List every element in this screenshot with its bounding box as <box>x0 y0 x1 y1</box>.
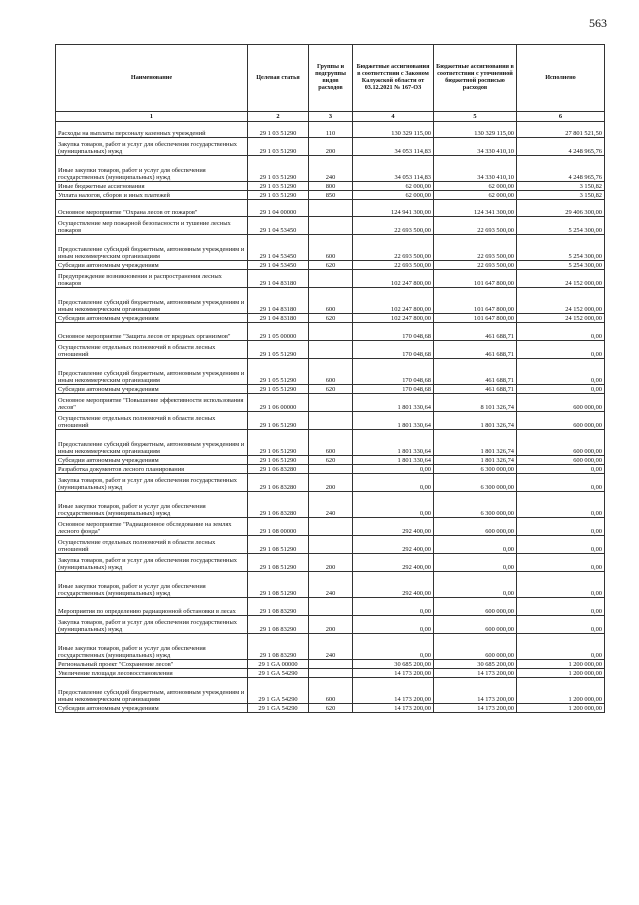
table-cell-budget-revised: 14 173 200,00 <box>434 678 517 704</box>
table-cell-budget-revised: 101 647 800,00 <box>434 314 517 323</box>
table-row <box>56 122 605 138</box>
table-cell-expense-group <box>309 598 353 616</box>
table-cell-budget-law: 22 693 500,00 <box>353 261 434 270</box>
table-cell-name: Предоставление субсидий бюджетным, автономным учреждениям и иным некоммерческим организациям <box>56 288 248 314</box>
table-cell-name: Субсидии автономным учреждениям <box>56 704 248 713</box>
table-row <box>56 474 605 492</box>
table-cell-target-article: 29 1 04 53450 <box>248 217 309 235</box>
table-row <box>56 669 605 678</box>
table-cell-budget-law: 0,00 <box>353 598 434 616</box>
table-cell-name: Иные закупки товаров, работ и услуг для обеспечения государственных (муниципальных) нужд <box>56 492 248 518</box>
table-cell-target-article: 29 1 06 51290 <box>248 456 309 465</box>
table-cell-name: Закупка товаров, работ и услуг для обеспечения государственных (муниципальных) нужд <box>56 474 248 492</box>
table-cell-target-article: 29 1 08 51290 <box>248 554 309 572</box>
table-cell-budget-law: 14 173 200,00 <box>353 678 434 704</box>
table-cell-name: Субсидии автономным учреждениям <box>56 456 248 465</box>
table-row <box>56 394 605 412</box>
table-cell-budget-revised: 0,00 <box>434 554 517 572</box>
table-row <box>56 616 605 634</box>
column-number: 4 <box>353 112 434 122</box>
table-cell-executed: 5 254 300,00 <box>517 261 605 270</box>
table-cell-budget-revised: 62 000,00 <box>434 182 517 191</box>
table-cell-budget-law: 22 693 500,00 <box>353 235 434 261</box>
table-cell-budget-revised: 0,00 <box>434 536 517 554</box>
table-row <box>56 314 605 323</box>
table-cell-target-article: 29 1 08 83290 <box>248 616 309 634</box>
table-cell-expense-group: 620 <box>309 385 353 394</box>
table-cell-executed: 1 200 000,00 <box>517 660 605 669</box>
table-cell-budget-law: 170 048,68 <box>353 341 434 359</box>
table-cell-expense-group <box>309 669 353 678</box>
table-cell-target-article: 29 1 08 51290 <box>248 572 309 598</box>
table-cell-budget-law: 22 693 500,00 <box>353 217 434 235</box>
table-row <box>56 518 605 536</box>
table-row <box>56 235 605 261</box>
table-cell-budget-law: 170 048,68 <box>353 359 434 385</box>
table-cell-budget-revised: 600 000,00 <box>434 616 517 634</box>
table-cell-budget-law: 0,00 <box>353 474 434 492</box>
table-cell-executed: 24 152 000,00 <box>517 270 605 288</box>
table-cell-expense-group: 240 <box>309 492 353 518</box>
table-cell-target-article: 29 1 04 53450 <box>248 235 309 261</box>
table-cell-name: Предоставление субсидий бюджетным, автономным учреждениям и иным некоммерческим организациям <box>56 359 248 385</box>
table-cell-executed: 0,00 <box>517 634 605 660</box>
table-cell-target-article: 29 1 05 51290 <box>248 341 309 359</box>
column-number: 1 <box>56 112 248 122</box>
table-cell-target-article: 29 1 08 83290 <box>248 598 309 616</box>
table-cell-expense-group: 600 <box>309 430 353 456</box>
table-cell-budget-law: 30 685 200,00 <box>353 660 434 669</box>
table-cell-target-article: 29 1 GA 54290 <box>248 669 309 678</box>
table-cell-expense-group: 620 <box>309 704 353 713</box>
table-row <box>56 572 605 598</box>
table-cell-budget-revised: 461 688,71 <box>434 341 517 359</box>
header-row <box>56 45 605 112</box>
table-cell-name: Уплата налогов, сборов и иных платежей <box>56 191 248 200</box>
column-number-row <box>56 112 605 122</box>
table-cell-name: Расходы на выплаты персоналу казенных учреждений <box>56 122 248 138</box>
table-cell-target-article: 29 1 05 00000 <box>248 323 309 341</box>
column-number: 2 <box>248 112 309 122</box>
table-cell-target-article: 29 1 05 51290 <box>248 359 309 385</box>
table-cell-executed: 5 254 300,00 <box>517 217 605 235</box>
table-cell-name: Основное мероприятие "Защита лесов от вредных организмов" <box>56 323 248 341</box>
table-cell-target-article: 29 1 03 51290 <box>248 138 309 156</box>
header-target-article: Целевая статья <box>248 45 309 112</box>
table-cell-budget-law: 0,00 <box>353 465 434 474</box>
table-cell-budget-revised: 22 693 500,00 <box>434 261 517 270</box>
table-cell-target-article: 29 1 06 83280 <box>248 492 309 518</box>
table-cell-expense-group: 200 <box>309 138 353 156</box>
table-cell-executed: 600 000,00 <box>517 412 605 430</box>
table-cell-name: Субсидии автономным учреждениям <box>56 314 248 323</box>
table-cell-expense-group <box>309 660 353 669</box>
table-row <box>56 430 605 456</box>
table-cell-budget-revised: 1 801 326,74 <box>434 430 517 456</box>
table-row <box>56 465 605 474</box>
column-number: 3 <box>309 112 353 122</box>
table-cell-budget-revised: 22 693 500,00 <box>434 235 517 261</box>
table-cell-budget-law: 14 173 200,00 <box>353 704 434 713</box>
table-cell-expense-group <box>309 518 353 536</box>
table-cell-budget-law: 14 173 200,00 <box>353 669 434 678</box>
table-cell-executed: 600 000,00 <box>517 456 605 465</box>
table-row <box>56 156 605 182</box>
table-cell-target-article: 29 1 08 00000 <box>248 518 309 536</box>
table-cell-target-article: 29 1 05 51290 <box>248 385 309 394</box>
table-cell-executed: 0,00 <box>517 323 605 341</box>
table-cell-target-article: 29 1 03 51290 <box>248 156 309 182</box>
table-row <box>56 412 605 430</box>
table-row <box>56 261 605 270</box>
table-cell-budget-revised: 461 688,71 <box>434 323 517 341</box>
table-cell-expense-group: 110 <box>309 122 353 138</box>
table-cell-executed: 1 200 000,00 <box>517 669 605 678</box>
table-row <box>56 323 605 341</box>
table-cell-executed: 0,00 <box>517 554 605 572</box>
column-number: 6 <box>517 112 605 122</box>
table-cell-name: Осуществление отдельных полномочий в области лесных отношений <box>56 341 248 359</box>
header-expense-group: Группы и подгруппы видов расходов <box>309 45 353 112</box>
header-executed: Исполнено <box>517 45 605 112</box>
table-cell-name: Увеличение площади лесовосстановления <box>56 669 248 678</box>
table-cell-budget-revised: 6 300 000,00 <box>434 492 517 518</box>
table-cell-expense-group <box>309 465 353 474</box>
table-cell-budget-revised: 14 173 200,00 <box>434 704 517 713</box>
table-row <box>56 492 605 518</box>
table-cell-name: Региональный проект "Сохранение лесов" <box>56 660 248 669</box>
table-cell-target-article: 29 1 04 83180 <box>248 270 309 288</box>
table-cell-budget-revised: 461 688,71 <box>434 359 517 385</box>
table-cell-expense-group: 600 <box>309 359 353 385</box>
table-cell-executed: 0,00 <box>517 474 605 492</box>
budget-table <box>55 44 605 713</box>
table-row <box>56 704 605 713</box>
table-cell-target-article: 29 1 06 83280 <box>248 474 309 492</box>
table-row <box>56 217 605 235</box>
table-row <box>56 359 605 385</box>
table-cell-budget-law: 170 048,68 <box>353 385 434 394</box>
table-cell-budget-revised: 461 688,71 <box>434 385 517 394</box>
table-cell-budget-revised: 124 341 300,00 <box>434 200 517 217</box>
table-cell-budget-revised: 1 801 326,74 <box>434 456 517 465</box>
table-cell-budget-law: 292 400,00 <box>353 518 434 536</box>
table-cell-executed: 0,00 <box>517 385 605 394</box>
table-cell-budget-revised: 130 329 115,00 <box>434 122 517 138</box>
table-cell-budget-revised: 1 801 326,74 <box>434 412 517 430</box>
table-cell-name: Разработка документов лесного планирования <box>56 465 248 474</box>
table-cell-budget-revised: 34 330 410,10 <box>434 156 517 182</box>
table-cell-name: Иные закупки товаров, работ и услуг для обеспечения государственных (муниципальных) нужд <box>56 572 248 598</box>
table-cell-target-article: 29 1 06 00000 <box>248 394 309 412</box>
table-cell-target-article: 29 1 GA 54290 <box>248 678 309 704</box>
table-cell-expense-group: 600 <box>309 288 353 314</box>
table-cell-name: Закупка товаров, работ и услуг для обеспечения государственных (муниципальных) нужд <box>56 554 248 572</box>
table-cell-executed: 600 000,00 <box>517 394 605 412</box>
table-row <box>56 200 605 217</box>
header-budget-law: Бюджетные ассигнования в соответствии с Законом Калужской области от 03.12.2021 № 167-ОЗ <box>353 45 434 112</box>
table-cell-budget-law: 62 000,00 <box>353 191 434 200</box>
table-cell-executed: 4 248 965,76 <box>517 156 605 182</box>
table-row <box>56 678 605 704</box>
header-name: Наименование <box>56 45 248 112</box>
table-row <box>56 138 605 156</box>
table-cell-budget-law: 0,00 <box>353 492 434 518</box>
table-cell-name: Субсидии автономным учреждениям <box>56 261 248 270</box>
table-row <box>56 270 605 288</box>
table-cell-expense-group <box>309 394 353 412</box>
table-row <box>56 660 605 669</box>
table-cell-name: Иные бюджетные ассигнования <box>56 182 248 191</box>
table-cell-budget-revised: 101 647 800,00 <box>434 270 517 288</box>
table-cell-expense-group: 600 <box>309 235 353 261</box>
page-number: 563 <box>589 16 607 30</box>
table-row <box>56 385 605 394</box>
table-cell-expense-group: 200 <box>309 474 353 492</box>
table-row <box>56 182 605 191</box>
table-cell-name: Предоставление субсидий бюджетным, автономным учреждениям и иным некоммерческим организациям <box>56 678 248 704</box>
table-cell-executed: 0,00 <box>517 616 605 634</box>
table-cell-expense-group: 620 <box>309 314 353 323</box>
table-cell-expense-group: 620 <box>309 261 353 270</box>
table-cell-expense-group: 850 <box>309 191 353 200</box>
table-cell-budget-revised: 600 000,00 <box>434 598 517 616</box>
table-cell-budget-law: 0,00 <box>353 616 434 634</box>
table-row <box>56 341 605 359</box>
table-cell-expense-group <box>309 341 353 359</box>
table-cell-budget-revised: 8 101 326,74 <box>434 394 517 412</box>
table-cell-executed: 29 406 300,00 <box>517 200 605 217</box>
table-cell-executed: 1 200 000,00 <box>517 678 605 704</box>
table-cell-budget-law: 292 400,00 <box>353 572 434 598</box>
table-cell-budget-law: 102 247 800,00 <box>353 270 434 288</box>
table-cell-budget-law: 292 400,00 <box>353 554 434 572</box>
table-cell-executed: 4 248 965,76 <box>517 138 605 156</box>
table-row <box>56 536 605 554</box>
table-cell-executed: 0,00 <box>517 572 605 598</box>
table-cell-budget-law: 1 801 330,64 <box>353 412 434 430</box>
table-cell-executed: 0,00 <box>517 359 605 385</box>
table-cell-target-article: 29 1 08 83290 <box>248 634 309 660</box>
table-cell-target-article: 29 1 GA 00000 <box>248 660 309 669</box>
table-row <box>56 554 605 572</box>
table-cell-budget-revised: 62 000,00 <box>434 191 517 200</box>
table-row <box>56 634 605 660</box>
table-cell-executed: 5 254 300,00 <box>517 235 605 261</box>
table-cell-expense-group: 620 <box>309 456 353 465</box>
table-cell-executed: 1 200 000,00 <box>517 704 605 713</box>
table-row <box>56 288 605 314</box>
table-cell-expense-group <box>309 412 353 430</box>
table-cell-name: Предоставление субсидий бюджетным, автономным учреждениям и иным некоммерческим организациям <box>56 235 248 261</box>
table-cell-budget-law: 102 247 800,00 <box>353 288 434 314</box>
table-cell-budget-revised: 30 685 200,00 <box>434 660 517 669</box>
table-cell-budget-law: 170 048,68 <box>353 323 434 341</box>
table-cell-name: Закупка товаров, работ и услуг для обеспечения государственных (муниципальных) нужд <box>56 138 248 156</box>
table-cell-target-article: 29 1 04 00000 <box>248 200 309 217</box>
table-cell-target-article: 29 1 GA 54290 <box>248 704 309 713</box>
table-cell-name: Осуществление мер пожарной безопасности и тушение лесных пожаров <box>56 217 248 235</box>
table-cell-expense-group: 600 <box>309 678 353 704</box>
table-cell-executed: 3 150,82 <box>517 182 605 191</box>
table-cell-name: Предупреждение возникновения и распространения лесных пожаров <box>56 270 248 288</box>
table-cell-name: Предоставление субсидий бюджетным, автономным учреждениям и иным некоммерческим организациям <box>56 430 248 456</box>
table-cell-expense-group <box>309 200 353 217</box>
table-cell-executed: 0,00 <box>517 465 605 474</box>
table-cell-name: Иные закупки товаров, работ и услуг для обеспечения государственных (муниципальных) нужд <box>56 634 248 660</box>
table-cell-name: Основное мероприятие "Охрана лесов от пожаров" <box>56 200 248 217</box>
table-cell-name: Основное мероприятие "Повышение эффективности использования лесов" <box>56 394 248 412</box>
table-cell-executed: 600 000,00 <box>517 430 605 456</box>
table-cell-target-article: 29 1 06 83280 <box>248 465 309 474</box>
table-cell-budget-revised: 14 173 200,00 <box>434 669 517 678</box>
table-cell-budget-law: 34 053 114,83 <box>353 156 434 182</box>
table-cell-expense-group <box>309 270 353 288</box>
table-cell-target-article: 29 1 06 51290 <box>248 412 309 430</box>
table-cell-target-article: 29 1 06 51290 <box>248 430 309 456</box>
table-cell-budget-revised: 600 000,00 <box>434 634 517 660</box>
table-cell-expense-group <box>309 536 353 554</box>
table-cell-target-article: 29 1 04 53450 <box>248 261 309 270</box>
table-row <box>56 598 605 616</box>
table-cell-budget-revised: 600 000,00 <box>434 518 517 536</box>
table-cell-budget-law: 292 400,00 <box>353 536 434 554</box>
table-cell-target-article: 29 1 08 51290 <box>248 536 309 554</box>
table-cell-executed: 24 152 000,00 <box>517 314 605 323</box>
table-cell-executed: 27 801 521,50 <box>517 122 605 138</box>
table-cell-executed: 0,00 <box>517 536 605 554</box>
table-cell-budget-law: 34 053 114,83 <box>353 138 434 156</box>
table-cell-expense-group: 240 <box>309 634 353 660</box>
table-cell-budget-law: 124 941 300,00 <box>353 200 434 217</box>
table-cell-expense-group <box>309 217 353 235</box>
table-cell-target-article: 29 1 04 83180 <box>248 288 309 314</box>
table-cell-target-article: 29 1 03 51290 <box>248 191 309 200</box>
table-cell-budget-law: 102 247 800,00 <box>353 314 434 323</box>
table-cell-executed: 0,00 <box>517 518 605 536</box>
table-cell-budget-law: 0,00 <box>353 634 434 660</box>
table-cell-name: Субсидии автономным учреждениям <box>56 385 248 394</box>
table-cell-name: Осуществление отдельных полномочий в области лесных отношений <box>56 412 248 430</box>
table-cell-executed: 0,00 <box>517 492 605 518</box>
column-number: 5 <box>434 112 517 122</box>
table-cell-expense-group <box>309 323 353 341</box>
table-cell-expense-group: 200 <box>309 616 353 634</box>
table-cell-budget-revised: 0,00 <box>434 572 517 598</box>
table-cell-executed: 0,00 <box>517 341 605 359</box>
table-cell-name: Осуществление отдельных полномочий в области лесных отношений <box>56 536 248 554</box>
table-cell-budget-revised: 101 647 800,00 <box>434 288 517 314</box>
table-cell-name: Закупка товаров, работ и услуг для обеспечения государственных (муниципальных) нужд <box>56 616 248 634</box>
table-cell-budget-revised: 34 330 410,10 <box>434 138 517 156</box>
table-cell-executed: 0,00 <box>517 598 605 616</box>
table-cell-target-article: 29 1 03 51290 <box>248 122 309 138</box>
table-cell-target-article: 29 1 04 83180 <box>248 314 309 323</box>
table-cell-budget-law: 1 801 330,64 <box>353 394 434 412</box>
table-cell-budget-revised: 6 300 000,00 <box>434 465 517 474</box>
table-cell-budget-revised: 6 300 000,00 <box>434 474 517 492</box>
table-cell-expense-group: 240 <box>309 572 353 598</box>
table-cell-executed: 3 150,82 <box>517 191 605 200</box>
table-row <box>56 456 605 465</box>
table-cell-budget-law: 1 801 330,64 <box>353 456 434 465</box>
table-cell-expense-group: 240 <box>309 156 353 182</box>
table-cell-name: Иные закупки товаров, работ и услуг для обеспечения государственных (муниципальных) нужд <box>56 156 248 182</box>
table-cell-budget-law: 130 329 115,00 <box>353 122 434 138</box>
table-cell-expense-group: 800 <box>309 182 353 191</box>
table-cell-budget-revised: 22 693 500,00 <box>434 217 517 235</box>
table-cell-name: Основное мероприятие "Радиационное обследование на землях лесного фонда" <box>56 518 248 536</box>
table-row <box>56 191 605 200</box>
table-cell-name: Мероприятия по определению радиационной обстановки в лесах <box>56 598 248 616</box>
table-cell-target-article: 29 1 03 51290 <box>248 182 309 191</box>
table-cell-budget-law: 62 000,00 <box>353 182 434 191</box>
table-cell-budget-law: 1 801 330,64 <box>353 430 434 456</box>
table-cell-expense-group: 200 <box>309 554 353 572</box>
table-cell-executed: 24 152 000,00 <box>517 288 605 314</box>
header-budget-revised: Бюджетные ассигнования в соответствии с уточненной бюджетной росписью расходов <box>434 45 517 112</box>
